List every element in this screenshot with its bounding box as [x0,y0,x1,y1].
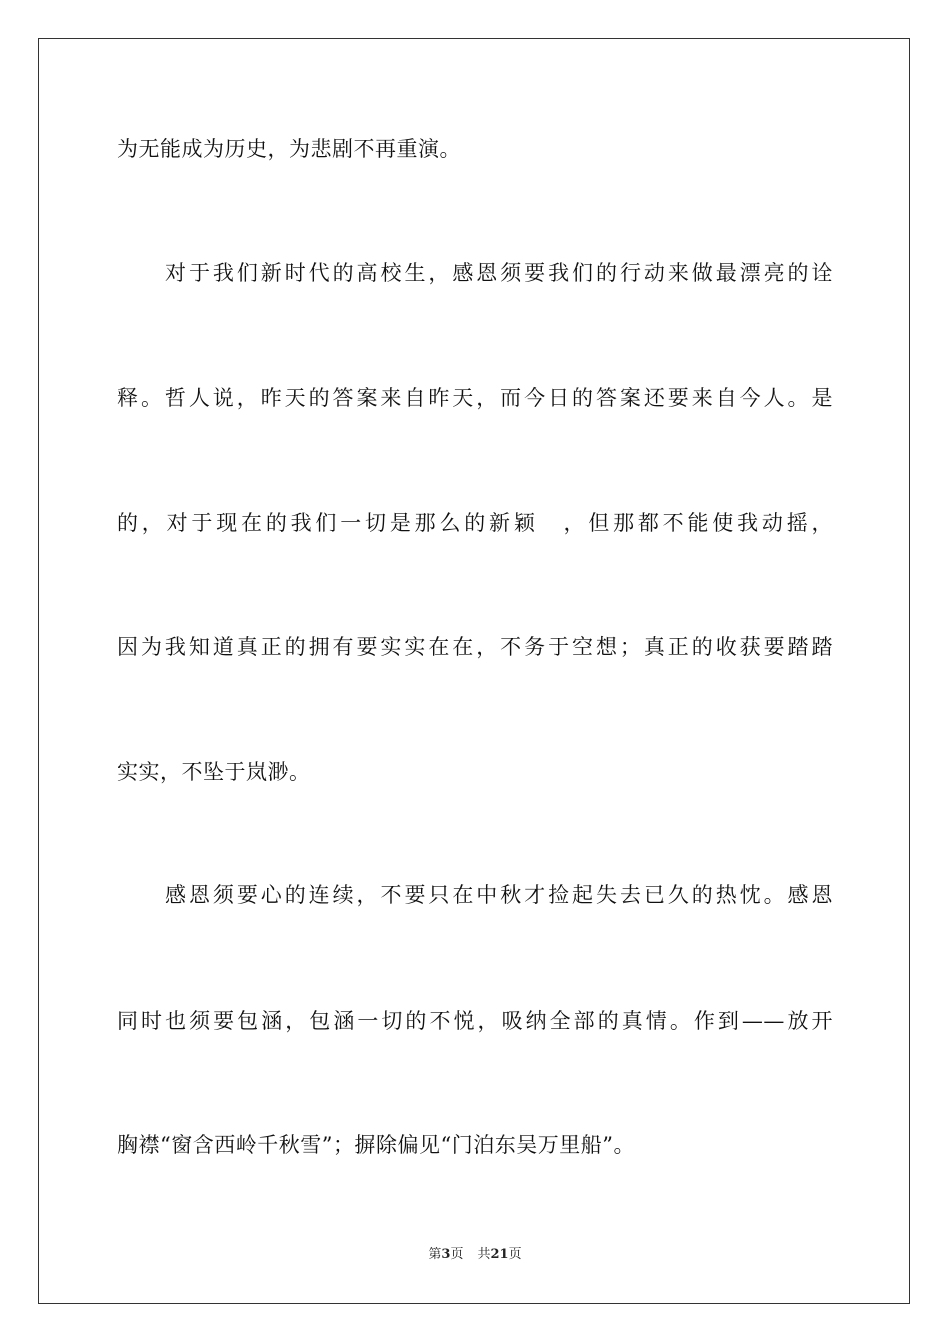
text-line-3: 释。哲人说，昨天的答案来自昨天，而今日的答案还要来自今人。是 [117,386,833,410]
page-prefix: 第 [428,1247,442,1262]
text-line-9: 胸襟“窗含西岭千秋雪”；摒除偏见“门泊东吴万里船”。 [117,1133,635,1157]
text-line-1: 为无能成为历史，为悲剧不再重演。 [117,137,461,161]
text-line-5: 因为我知道真正的拥有要实实在在，不务于空想；真正的收获要踏踏 [117,635,833,659]
page-number: 3 [441,1247,451,1262]
text-line-7: 感恩须要心的连续，不要只在中秋才捡起失去已久的热忱。感恩 [165,883,833,907]
page-border [38,38,910,1304]
text-line-4: 的，对于现在的我们一切是那么的新颖 ，但那都不能使我动摇， [117,511,833,535]
text-line-6: 实实，不坠于岚渺。 [117,760,311,784]
total-prefix: 共 [477,1247,491,1262]
text-line-8: 同时也须要包涵，包涵一切的不悦，吸纳全部的真情。作到——放开 [117,1009,833,1033]
page-suffix: 页 [450,1247,464,1262]
text-line-2: 对于我们新时代的高校生，感恩须要我们的行动来做最漂亮的诠 [165,261,833,285]
total-suffix: 页 [508,1247,522,1262]
page-footer [0,1246,950,1264]
total-pages: 21 [490,1247,509,1262]
